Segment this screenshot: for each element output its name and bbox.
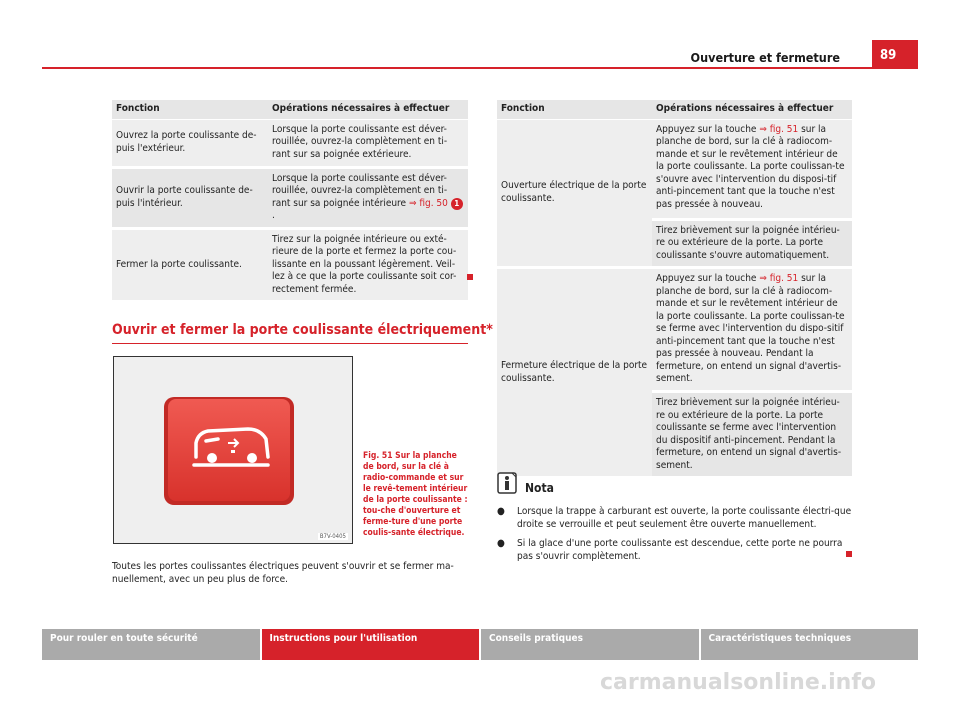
operation-cell — [652, 119, 852, 219]
section-rule — [112, 343, 468, 344]
footer-tab-conseils[interactable]: Conseils pratiques — [481, 629, 699, 660]
list-item — [497, 537, 853, 563]
footer-nav — [42, 629, 918, 660]
table-header-row — [497, 100, 852, 119]
figure-code: B7V-0405 — [319, 533, 346, 540]
table-row — [112, 228, 468, 302]
table-row — [497, 119, 852, 219]
watermark: carmanualsonline.info — [600, 670, 876, 695]
operation-cell — [268, 167, 468, 228]
figure-reference-link[interactable]: ⇒ fig. 51 — [759, 123, 799, 135]
footer-tab-caracteristiques[interactable]: Caractéristiques techniques — [701, 629, 919, 660]
nota-title: Nota — [525, 481, 554, 495]
function-cell: Ouvrir la porte coulissante de-puis l'intérieur. — [112, 167, 268, 228]
operation-text: Appuyez sur la touche — [656, 123, 760, 135]
footer-tab-securite[interactable]: Pour rouler en toute sécurité — [42, 629, 260, 660]
column-header-operations: Opérations nécessaires à effectuer — [652, 100, 852, 119]
bullet-icon: ● — [497, 506, 505, 517]
table-row — [497, 268, 852, 392]
sliding-door-button-illustration — [114, 357, 353, 544]
figure-caption: Fig. 51 Sur la planche de bord, sur la clé à radio-commande et sur le revê-tement intérieur de la porte coulissante : tou-che d'ouverture et ferme-ture d'une porte coulis-sante électrique. — [363, 451, 468, 538]
nota-item-text: Si la glace d'une porte coulissante est descendue, cette porte ne pourra pas s'ouvrir complètement. — [517, 538, 843, 562]
operation-cell: Tirez sur la poignée intérieure ou exté-rieure de la porte et fermez la porte cou-lissante en la poussant légèrement. Veil-lez à ce que la porte coulissante soit cor-rectement fermée. — [268, 228, 468, 302]
list-item — [497, 505, 853, 531]
table-row — [112, 167, 468, 228]
operation-text: Lorsque la porte coulissante est déver-rouillée, ouvrez-la complètement en ti-rant sur sa poignée intérieure — [272, 172, 448, 209]
operation-text-end: sur la planche de bord, sur la clé à radiocom-mande et sur le revêtement intérieur de la porte coulissante. La porte coulissan-te s'ouvre avec l'intervention du disposi-tif anti-pincement tant que la touche n'est pas pressée à nouveau. — [656, 123, 845, 210]
column-header-operations: Opérations nécessaires à effectuer — [268, 100, 468, 119]
section-title: Ouvrir et fermer la porte coulissante électriquement* — [112, 322, 493, 338]
section-end-marker — [846, 551, 852, 557]
figure-reference-link[interactable]: ⇒ fig. 50 — [408, 197, 448, 209]
footer-tab-instructions[interactable]: Instructions pour l'utilisation — [262, 629, 480, 660]
operation-text: Appuyez sur la touche — [656, 273, 760, 284]
operation-cell — [652, 268, 852, 392]
column-header-function: Fonction — [112, 100, 268, 119]
operation-cell: Tirez brièvement sur la poignée intérieu-re ou extérieure de la porte. La porte coulissante s'ouvre automatiquement. — [652, 219, 852, 268]
info-note-icon — [497, 472, 517, 494]
function-cell: Ouvrez la porte coulissante de-puis l'extérieur. — [112, 119, 268, 167]
column-header-function: Fonction — [497, 100, 652, 119]
page-number: 89 — [872, 40, 918, 69]
header-rule — [42, 67, 918, 69]
body-paragraph: Toutes les portes coulissantes électriques peuvent s'ouvrir et se fermer ma-nuellement, avec un peu plus de force. — [112, 561, 454, 585]
table-row — [112, 119, 468, 167]
figure-reference-link[interactable]: ⇒ fig. 51 — [759, 273, 799, 284]
bullet-icon: ● — [497, 538, 505, 549]
section-end-marker — [467, 274, 473, 280]
chapter-title: Ouverture et fermeture — [690, 50, 840, 65]
left-function-table — [112, 100, 468, 303]
function-cell: Fermeture électrique de la porte coulissante. — [497, 268, 652, 478]
operation-text-end: sur la planche de bord, sur la clé à radiocom-mande et sur le revêtement intérieur de la porte coulissante. La porte coulissan-te se ferme avec l'intervention du dispo-sitif anti-pincement tant que la touche n'est pas pressée à nouveau. Pendant la fermeture, on entend un signal d'avertis-sement. — [656, 273, 845, 384]
operation-text-end: . — [272, 210, 275, 221]
nota-list — [497, 505, 853, 569]
operation-cell: Lorsque la porte coulissante est déver-rouillée, ouvrez-la complètement en ti-rant sur sa poignée extérieure. — [268, 119, 468, 167]
function-cell: Ouverture électrique de la porte coulissante. — [497, 119, 652, 268]
function-cell: Fermer la porte coulissante. — [112, 228, 268, 302]
callout-badge: 1 — [451, 198, 463, 210]
table-header-row — [112, 100, 468, 119]
nota-item-text: Lorsque la trappe à carburant est ouverte, la porte coulissante électri-que droite se verrouille et peut seulement être ouverte manuellement. — [517, 506, 852, 530]
figure-sliding-door-button — [113, 356, 353, 544]
operation-cell: Tirez brièvement sur la poignée intérieu-re ou extérieure de la porte. La porte coulissante se ferme avec l'intervention du dispositif anti-pincement. Pendant la fermeture, on entend un signal d'avertis-sement. — [652, 392, 852, 478]
right-function-table — [497, 100, 852, 479]
